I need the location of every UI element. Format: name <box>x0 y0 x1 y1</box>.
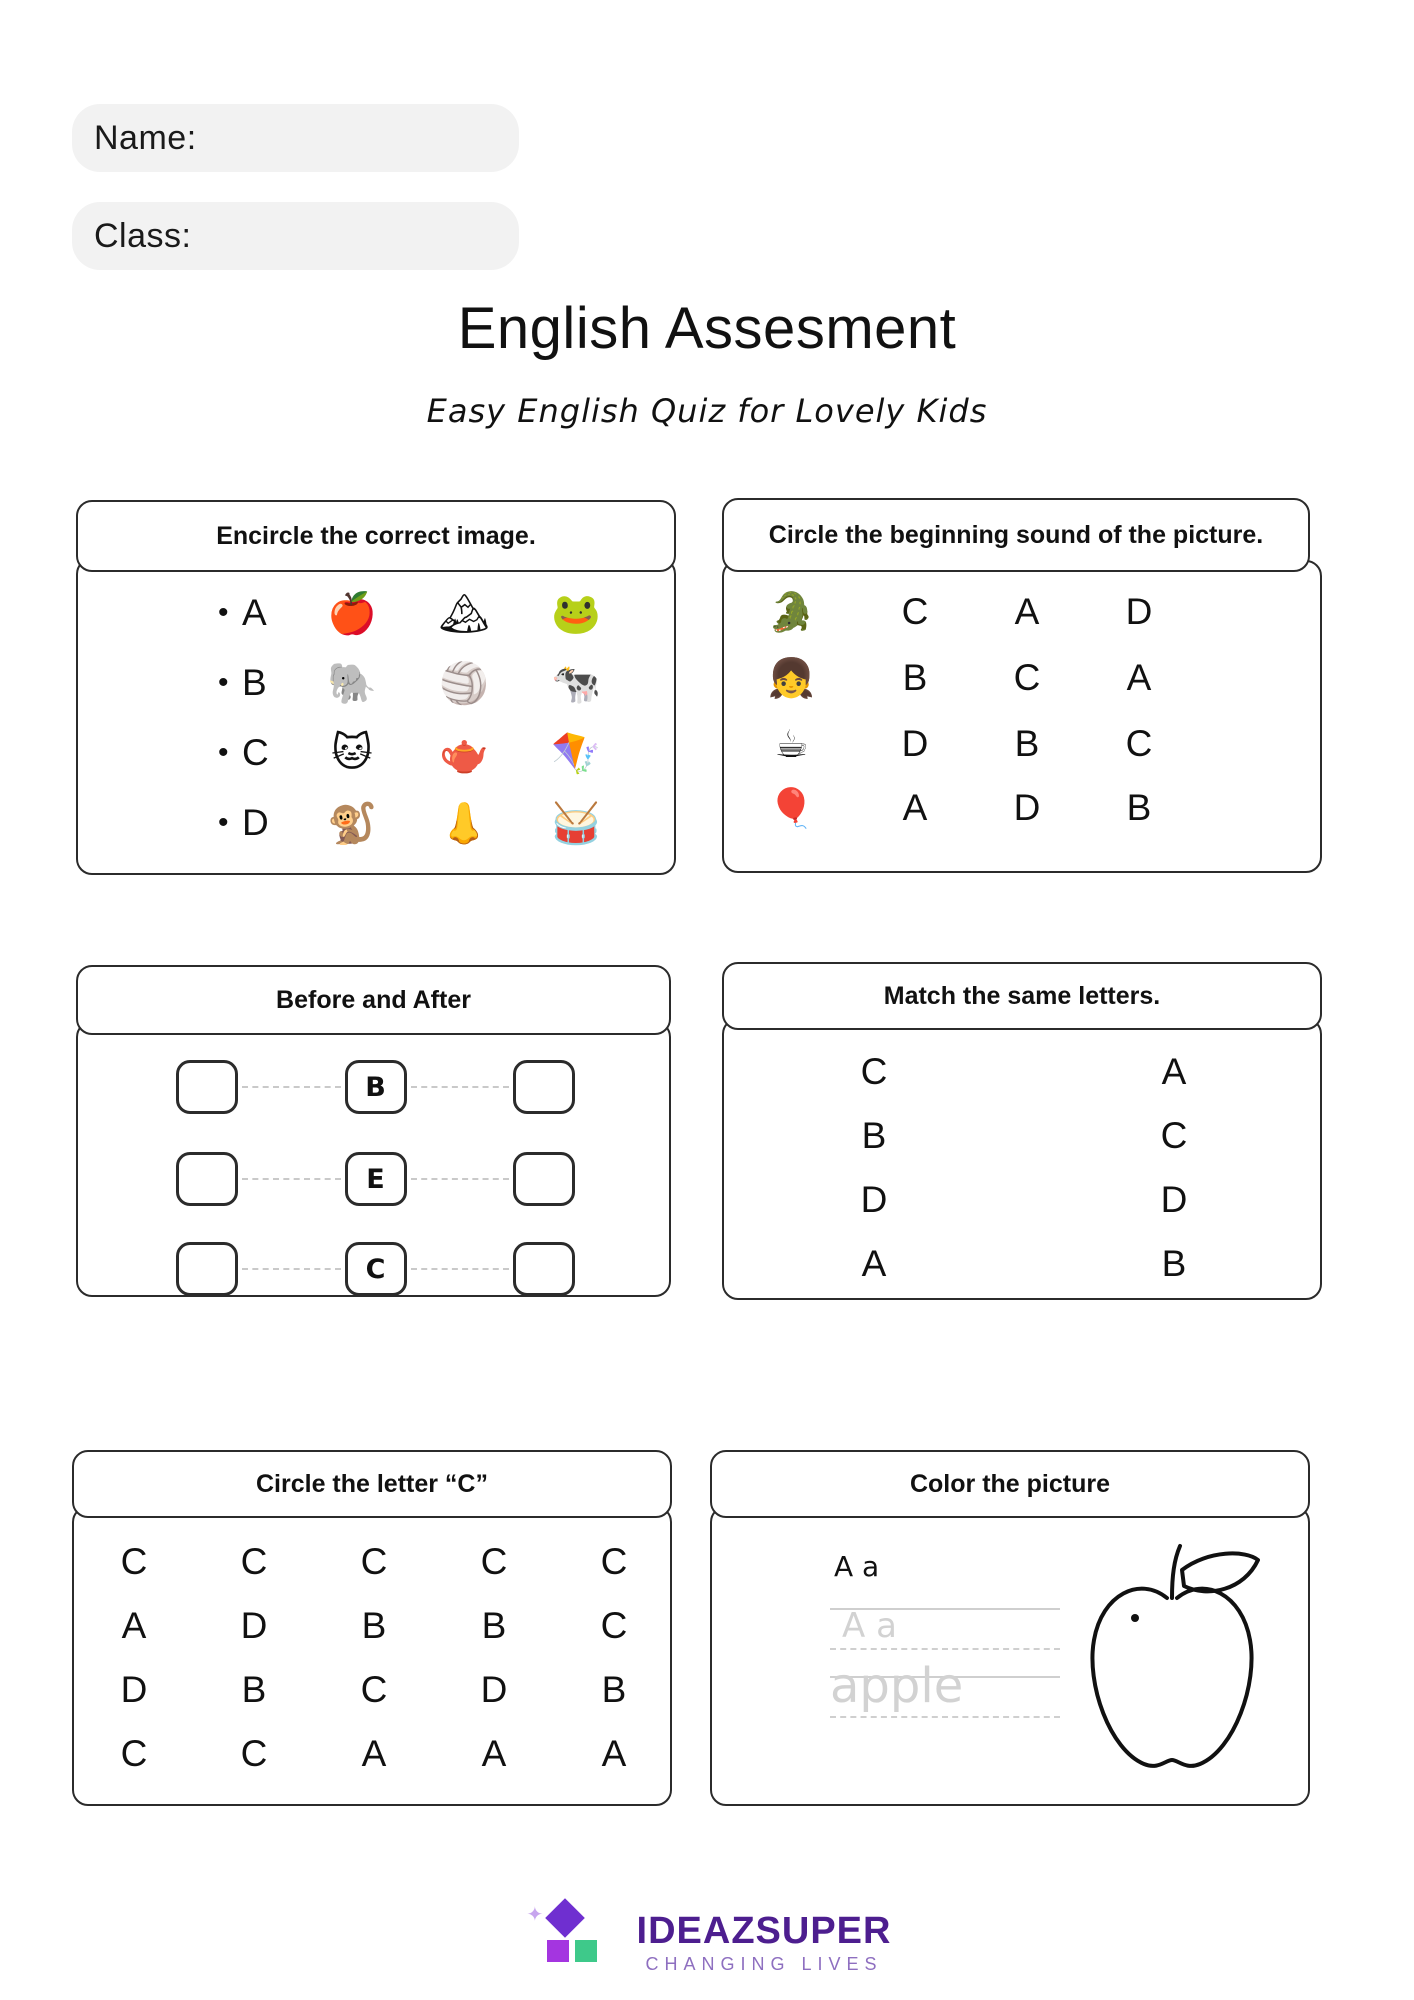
logo-tagline: CHANGING LIVES <box>645 1953 883 1974</box>
q4-heading: Match the same letters. <box>722 962 1322 1030</box>
nose-icon[interactable]: 👃 <box>439 800 489 847</box>
middle-letter-box: C <box>345 1242 407 1296</box>
q2-option[interactable]: D <box>901 723 929 764</box>
q1-letter: A <box>242 592 267 633</box>
doll-icon: 👧 <box>767 655 816 700</box>
trace-word-ghost[interactable]: apple <box>830 1658 964 1714</box>
q2-heading: Circle the beginning sound of the picture. <box>722 498 1310 572</box>
square-green-icon <box>575 1940 597 1962</box>
connector-line <box>242 1178 341 1180</box>
page-subtitle: Easy English Quiz for Lovely Kids <box>426 392 988 430</box>
apple-icon[interactable]: 🍎 <box>327 590 377 637</box>
bullet-icon: • <box>218 736 229 769</box>
logo-marks <box>523 1898 625 1964</box>
q1-heading: Encircle the correct image. <box>76 500 676 572</box>
after-box[interactable] <box>513 1060 575 1114</box>
match-right-letter[interactable]: B <box>1161 1243 1187 1284</box>
match-right-letter[interactable]: A <box>1161 1051 1187 1092</box>
letter-cell[interactable]: B <box>241 1669 267 1710</box>
trace-letter-ghost[interactable]: A a <box>842 1606 897 1646</box>
bullet-icon: • <box>218 666 229 699</box>
q2-option[interactable]: B <box>1014 723 1040 764</box>
exercise-circle-letter-c <box>72 1450 672 1848</box>
before-after-row[interactable] <box>78 1143 673 1215</box>
q1-row[interactable] <box>78 582 678 644</box>
match-right-letter[interactable]: D <box>1160 1179 1188 1220</box>
q3-heading: Before and After <box>76 965 671 1035</box>
letter-cell[interactable]: A <box>601 1733 627 1774</box>
balloon-icon: 🎈 <box>767 785 816 830</box>
q5-body <box>72 1506 672 1806</box>
connector-line <box>242 1268 341 1270</box>
letter-cell[interactable]: D <box>480 1669 508 1710</box>
q2-option[interactable]: D <box>1125 591 1153 632</box>
letter-cell[interactable]: C <box>600 1605 628 1646</box>
name-field[interactable] <box>72 104 519 172</box>
page-title: English Assesment <box>457 296 957 361</box>
trace-guide-line <box>830 1648 1060 1650</box>
letter-cell[interactable]: C <box>120 1733 148 1774</box>
letter-cell[interactable]: C <box>240 1541 268 1582</box>
name-label: Name: <box>94 118 197 157</box>
q1-letter: C <box>242 732 269 773</box>
diamond-icon <box>545 1898 585 1938</box>
letter-grid-row <box>74 1530 674 1594</box>
q2-option[interactable]: C <box>901 591 929 632</box>
before-box[interactable] <box>176 1242 238 1296</box>
exercise-encircle-correct-image <box>76 500 676 875</box>
q6-heading: Color the picture <box>710 1450 1310 1518</box>
q5-heading: Circle the letter “C” <box>72 1450 672 1518</box>
match-right-letter[interactable]: C <box>1160 1115 1188 1156</box>
after-box[interactable] <box>513 1152 575 1206</box>
letter-cell[interactable]: B <box>361 1605 387 1646</box>
q2-option[interactable]: C <box>1013 657 1041 698</box>
letter-cell[interactable]: D <box>240 1605 268 1646</box>
cat-icon[interactable]: 🐱 <box>331 730 373 776</box>
letter-cell[interactable]: D <box>120 1669 148 1710</box>
letter-cell[interactable]: C <box>120 1541 148 1582</box>
match-row[interactable] <box>724 1040 1324 1104</box>
exercise-color-the-picture <box>710 1450 1310 1848</box>
before-box[interactable] <box>176 1060 238 1114</box>
bullet-icon: • <box>218 806 229 839</box>
q2-option[interactable]: D <box>1013 787 1041 828</box>
igloo-icon[interactable]: 🏔 <box>438 590 490 637</box>
q2-option[interactable]: C <box>1125 723 1153 764</box>
letter-cell[interactable]: B <box>481 1605 507 1646</box>
q2-body <box>722 560 1322 873</box>
letter-cell[interactable]: B <box>601 1669 627 1710</box>
apple-outline-icon[interactable] <box>1032 1536 1302 1786</box>
trace-guide-line <box>830 1716 1060 1718</box>
q3-body <box>76 1021 671 1297</box>
trace-letter-label: A a <box>834 1550 880 1583</box>
connector-line <box>411 1178 510 1180</box>
q1-row[interactable] <box>78 652 678 714</box>
elephant-icon[interactable]: 🐘 <box>327 660 377 707</box>
ball-icon[interactable]: 🏐 <box>439 660 489 707</box>
match-row[interactable] <box>724 1104 1324 1168</box>
match-left-letter[interactable]: C <box>860 1051 888 1092</box>
letter-grid-row <box>74 1594 674 1658</box>
q2-option[interactable]: A <box>1126 657 1152 698</box>
middle-letter-box: B <box>345 1060 407 1114</box>
frog-icon[interactable]: 🐸 <box>551 590 601 637</box>
q1-letter: B <box>242 662 267 703</box>
after-box[interactable] <box>513 1242 575 1296</box>
q2-row[interactable] <box>724 580 1324 644</box>
before-after-row[interactable] <box>78 1233 673 1305</box>
exercise-beginning-sound <box>722 498 1322 873</box>
exercise-match-letters <box>722 962 1322 1334</box>
q2-row[interactable] <box>724 776 1324 840</box>
q2-option[interactable]: A <box>1014 591 1040 632</box>
q1-letter: D <box>242 802 269 843</box>
q6-body <box>710 1506 1310 1806</box>
class-field[interactable] <box>72 202 519 270</box>
jug-icon[interactable]: 🫖 <box>439 730 489 777</box>
q4-body <box>722 1018 1322 1300</box>
letter-cell[interactable]: C <box>360 1669 388 1710</box>
q2-option[interactable]: A <box>902 787 928 828</box>
logo-name: IDEAZSUPER <box>636 1909 892 1952</box>
class-label: Class: <box>94 216 192 255</box>
letter-grid-row <box>74 1658 674 1722</box>
footer-logo <box>0 1898 1414 1974</box>
connector-line <box>411 1086 510 1088</box>
before-box[interactable] <box>176 1152 238 1206</box>
letter-cell[interactable]: C <box>600 1541 628 1582</box>
match-left-letter[interactable]: D <box>860 1179 888 1220</box>
kite-icon[interactable]: 🪁 <box>551 730 601 777</box>
crocodile-icon: 🐊 <box>767 589 816 634</box>
letter-cell[interactable]: A <box>121 1605 147 1646</box>
q2-option[interactable]: B <box>1126 787 1152 828</box>
before-after-row[interactable] <box>78 1051 673 1123</box>
q1-row[interactable] <box>78 792 678 854</box>
exercise-before-and-after <box>76 965 676 1325</box>
match-row[interactable] <box>724 1168 1324 1232</box>
match-row[interactable] <box>724 1232 1324 1296</box>
letter-grid-row <box>74 1722 674 1786</box>
q2-row[interactable] <box>724 712 1324 776</box>
match-left-letter[interactable]: A <box>861 1243 887 1284</box>
cup-icon: ☕ <box>774 722 809 766</box>
drum-icon[interactable]: 🥁 <box>551 800 601 847</box>
q2-option[interactable]: B <box>902 657 928 698</box>
letter-cell[interactable]: C <box>360 1541 388 1582</box>
match-left-letter[interactable]: B <box>861 1115 887 1156</box>
monkey-icon[interactable]: 🐒 <box>327 800 377 847</box>
letter-cell[interactable]: C <box>240 1733 268 1774</box>
connector-line <box>411 1268 510 1270</box>
letter-cell[interactable]: C <box>480 1541 508 1582</box>
connector-line <box>242 1086 341 1088</box>
square-purple-icon <box>547 1940 569 1962</box>
star-icon: ✦ <box>526 1904 544 1926</box>
letter-cell[interactable]: A <box>481 1733 507 1774</box>
q2-row[interactable] <box>724 646 1324 710</box>
bullet-icon: • <box>218 596 229 629</box>
middle-letter-box: E <box>345 1152 407 1206</box>
q1-body <box>76 558 676 875</box>
cow-icon[interactable]: 🐄 <box>551 660 601 707</box>
letter-cell[interactable]: A <box>361 1733 387 1774</box>
q1-row[interactable] <box>78 722 678 784</box>
